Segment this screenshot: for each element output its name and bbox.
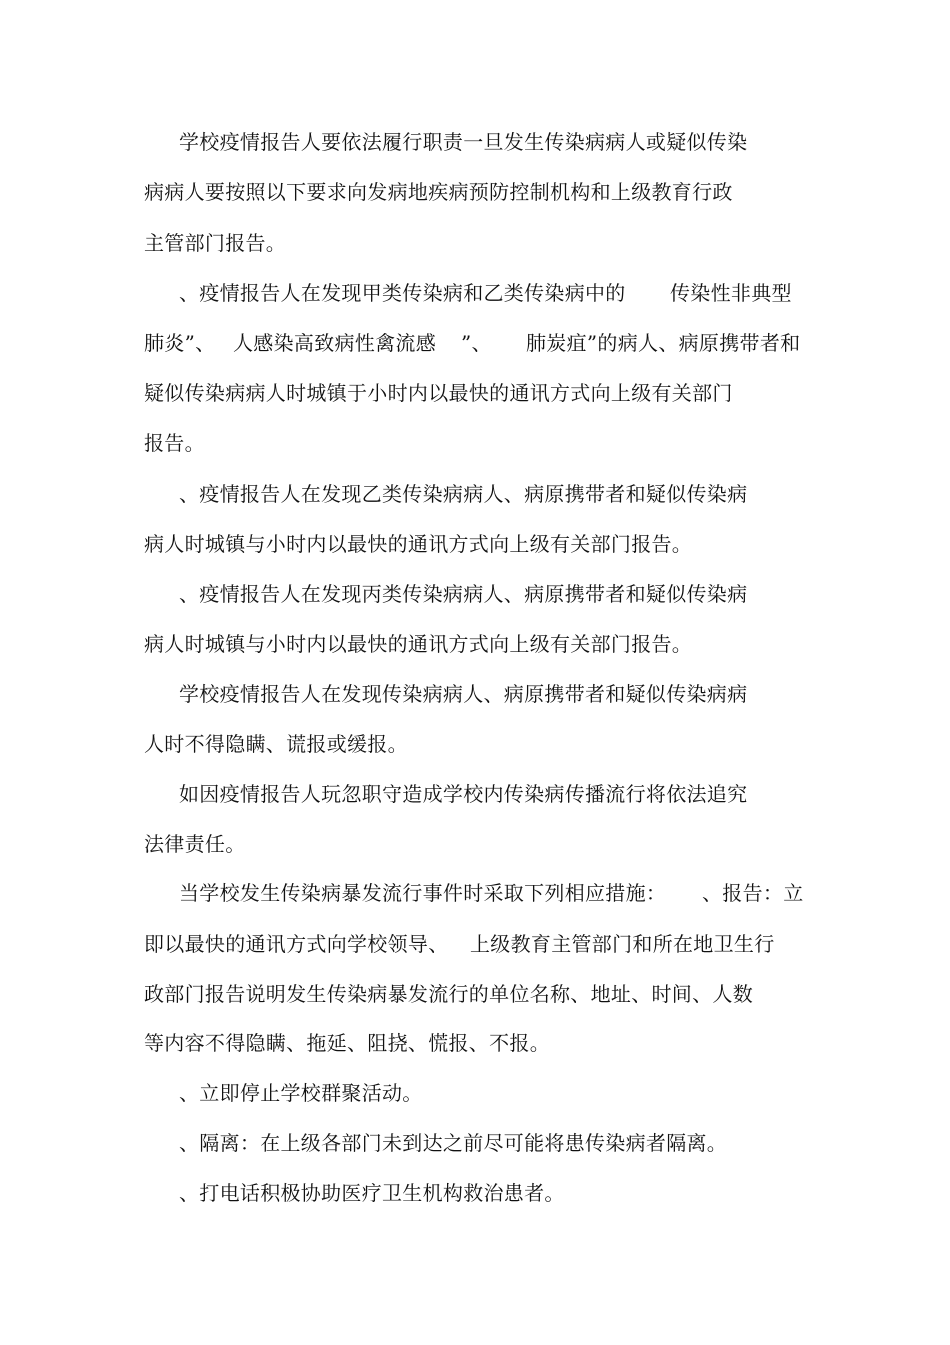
paragraph-1-line-1: 学校疫情报告人要依法履行职责一旦发生传染病病人或疑似传染: [179, 130, 748, 154]
paragraph-7-line-3: 政部门报告说明发生传染病暴发流行的单位名称、地址、时间、人数: [144, 982, 753, 1006]
paragraph-2-line-2b: 人感染高致病性禽流感: [233, 331, 436, 355]
paragraph-2-line-1a: 、疫情报告人在发现甲类传染病和乙类传染病中的: [179, 281, 626, 305]
paragraph-2-line-2c: ”、: [461, 331, 492, 355]
paragraph-6-line-2: 法律责任。: [144, 832, 246, 856]
paragraph-4-line-2: 病人时城镇与小时内以最快的通讯方式向上级有关部门报告。: [144, 632, 693, 656]
paragraph-7-line-1b: 、报告：立: [702, 881, 804, 905]
paragraph-5-line-1: 学校疫情报告人在发现传染病病人、病原携带者和疑似传染病病: [179, 682, 748, 706]
paragraph-9-line-1: 、隔离：在上级各部门未到达之前尽可能将患传染病者隔离。: [179, 1131, 728, 1155]
paragraph-10-line-1: 、打电话积极协助医疗卫生机构救治患者。: [179, 1181, 565, 1205]
paragraph-2-line-2a: 肺炎”、: [144, 331, 216, 355]
paragraph-1-line-3: 主管部门报告。: [144, 231, 287, 255]
paragraph-6-line-1: 如因疫情报告人玩忽职守造成学校内传染病传播流行将依法追究: [179, 782, 748, 806]
paragraph-2-line-1b: 传染性非典型: [670, 281, 792, 305]
paragraph-7-line-2b: 上级教育主管部门和所在地卫生行: [470, 932, 775, 956]
paragraph-4-line-1: 、疫情报告人在发现丙类传染病病人、病原携带者和疑似传染病: [179, 582, 748, 606]
paragraph-7-line-4: 等内容不得隐瞒、拖延、阻挠、慌报、不报。: [144, 1031, 550, 1055]
paragraph-5-line-2: 人时不得隐瞒、谎报或缓报。: [144, 732, 408, 756]
paragraph-2-line-2d: 肺炭疽”的病人、病原携带者和: [526, 331, 801, 355]
paragraph-3-line-1: 、疫情报告人在发现乙类传染病病人、病原携带者和疑似传染病: [179, 482, 748, 506]
paragraph-8-line-1: 、立即停止学校群聚活动。: [179, 1081, 423, 1105]
paragraph-7-line-1a: 当学校发生传染病暴发流行事件时采取下列相应措施：: [179, 881, 667, 905]
paragraph-2-line-4: 报告。: [144, 431, 205, 455]
paragraph-7-line-2a: 即以最快的通讯方式向学校领导、: [144, 932, 449, 956]
paragraph-3-line-2: 病人时城镇与小时内以最快的通讯方式向上级有关部门报告。: [144, 532, 693, 556]
paragraph-2-line-3: 疑似传染病病人时城镇于小时内以最快的通讯方式向上级有关部门: [144, 381, 733, 405]
paragraph-1-line-2: 病病人要按照以下要求向发病地疾病预防控制机构和上级教育行政: [144, 180, 733, 204]
